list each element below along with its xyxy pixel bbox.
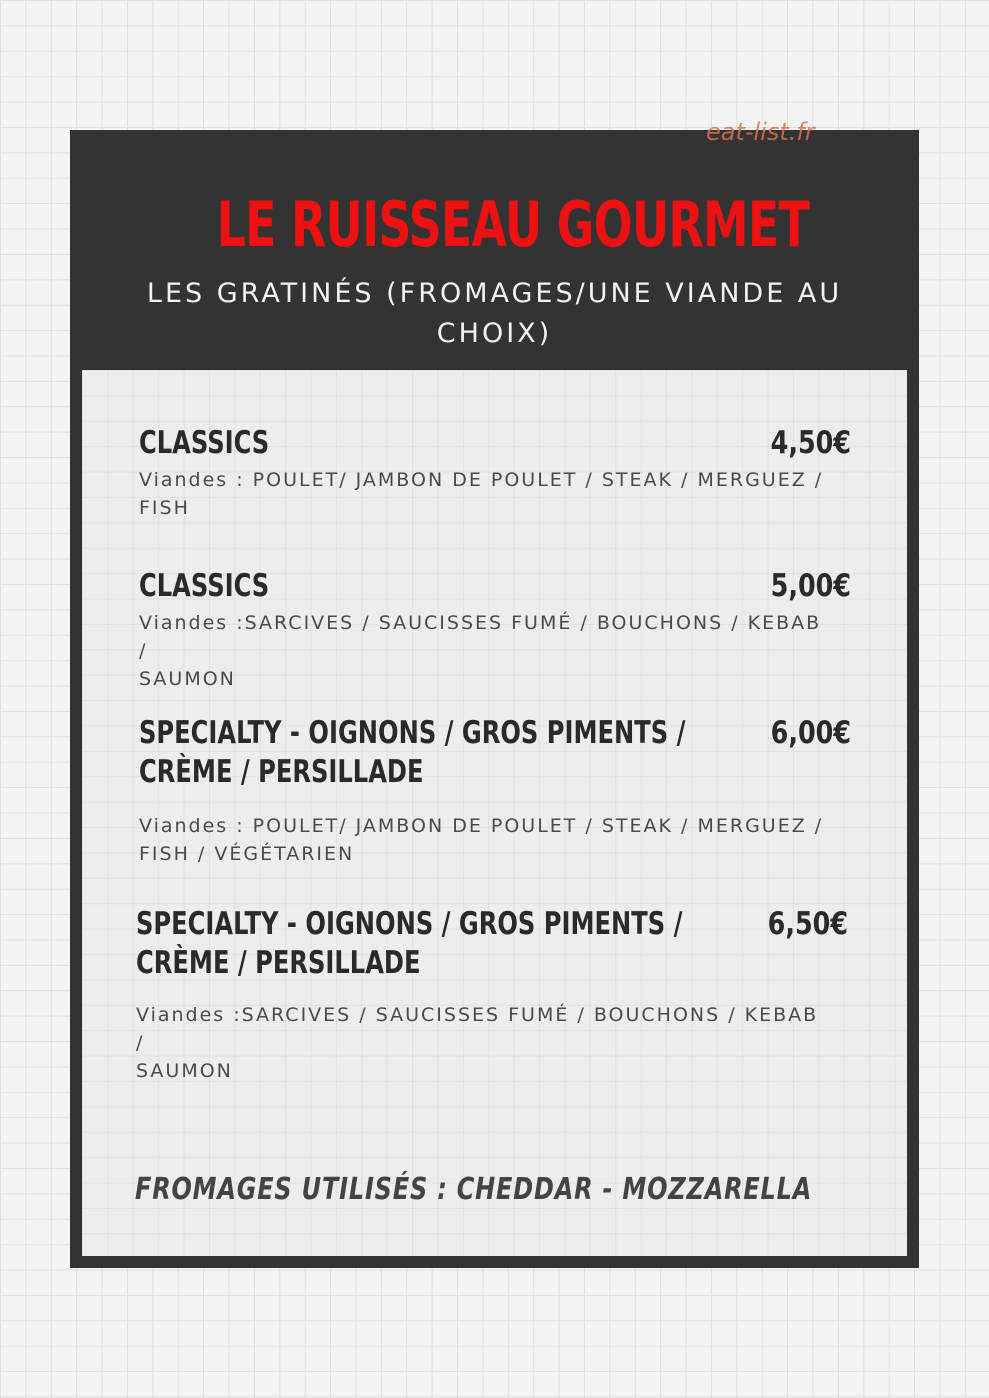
item-name-line: CRÈME / PERSILLADE (139, 754, 424, 790)
item-description (139, 812, 829, 868)
item-name-line: SPECIALTY - OIGNONS / GROS PIMENTS / (139, 715, 686, 751)
item-description-line: FISH / VÉGÉTARIEN (139, 843, 355, 865)
item-name-line: CRÈME / PERSILLADE (136, 945, 421, 981)
section-subtitle: LES GRATINÉS (FROMAGES/UNE VIANDE AU CHOIX) (146, 278, 843, 349)
item-name (139, 714, 686, 792)
item-description (136, 1001, 826, 1085)
menu-item-specialty-1 (139, 714, 851, 874)
item-price: 4,50€ (770, 425, 851, 461)
item-price: 5,00€ (770, 568, 851, 604)
item-description-line: Viandes :SARCIVES / SAUCISSES FUMÉ / BOUCHONS / KEBAB / (136, 1004, 819, 1054)
menu-item-classics-2 (139, 567, 851, 690)
item-description-line: SAUMON (139, 668, 236, 690)
item-description-line: Viandes : POULET/ JAMBON DE POULET / STEAK / MERGUEZ / (139, 469, 824, 491)
item-name (139, 424, 638, 463)
restaurant-title: LE RUISSEAU GOURMET (216, 188, 810, 261)
item-name (139, 567, 638, 606)
watermark: eat-list.fr (706, 118, 815, 146)
item-description (139, 609, 829, 693)
item-name-line: CLASSICS (139, 568, 270, 604)
item-description-line: Viandes :SARCIVES / SAUCISSES FUMÉ / BOUCHONS / KEBAB / (139, 612, 822, 662)
item-price: 6,50€ (767, 906, 848, 942)
item-description (139, 466, 829, 522)
item-price: 6,00€ (770, 715, 851, 751)
item-description-line: SAUMON (136, 1060, 233, 1082)
menu-item-classics-1 (139, 424, 851, 524)
item-description-line: Viandes : POULET/ JAMBON DE POULET / STEAK / MERGUEZ / (139, 815, 824, 837)
cheeses-note: FROMAGES UTILISÉS : CHEDDAR - MOZZARELLA (135, 1172, 813, 1207)
item-name (136, 905, 683, 983)
item-name-line: CLASSICS (139, 425, 270, 461)
menu-item-specialty-2 (136, 905, 848, 1082)
item-description-line: FISH (139, 497, 190, 519)
item-name-line: SPECIALTY - OIGNONS / GROS PIMENTS / (136, 906, 683, 942)
